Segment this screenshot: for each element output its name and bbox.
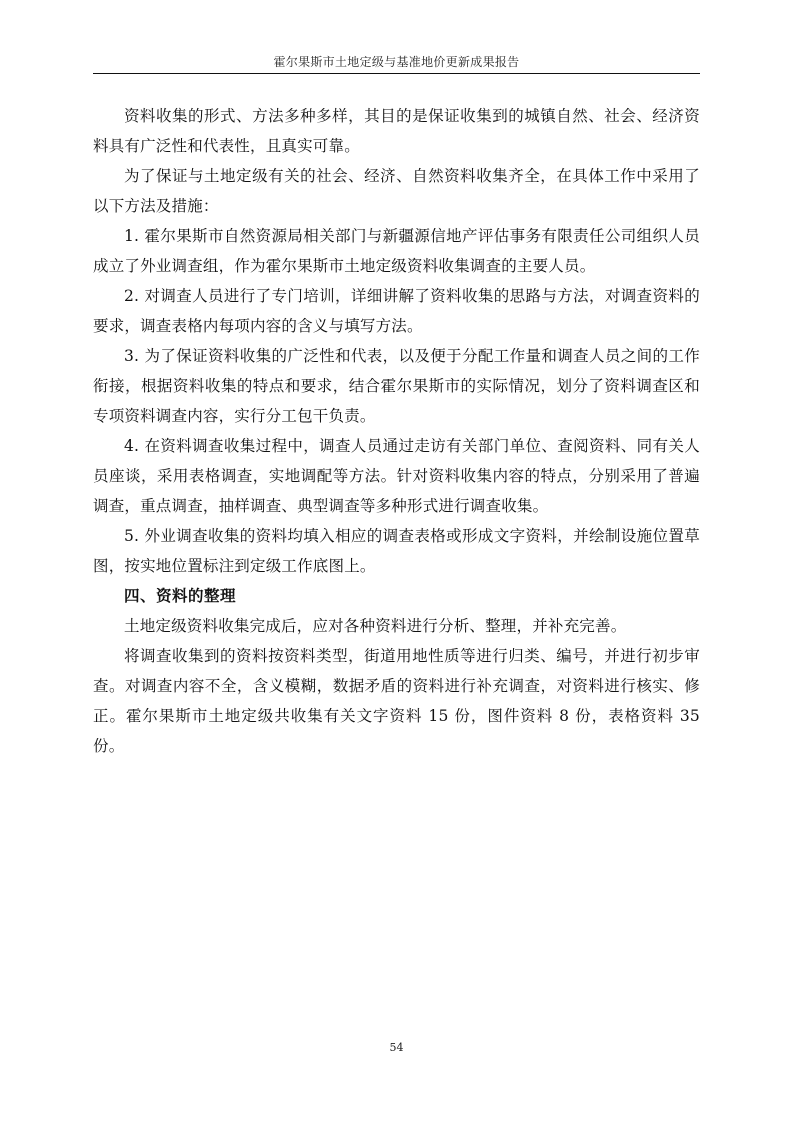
section-heading: 四、资料的整理 bbox=[124, 587, 237, 605]
paragraph-method-2: 2. 对调查人员进行了专门培训，详细讲解了资料收集的思路与方法，对调查资料的要求，调查表格内每项内容的含义与填写方法。 bbox=[93, 287, 700, 335]
paragraph-method-1: 1. 霍尔果斯市自然资源局相关部门与新疆源信地产评估事务有限责任公司组织人员成立了外业调查组，作为霍尔果斯市土地定级资料收集调查的主要人员。 bbox=[93, 227, 700, 275]
paragraph-methods-intro: 为了保证与土地定级有关的社会、经济、自然资料收集齐全，在具体工作中采用了以下方法及措施： bbox=[93, 167, 700, 215]
page-header-title: 霍尔果斯市土地定级与基准地价更新成果报告 bbox=[273, 55, 520, 69]
paragraph-method-3: 3. 为了保证资料收集的广泛性和代表，以及便于分配工作量和调查人员之间的工作衔接，根据资料收集的特点和要求，结合霍尔果斯市的实际情况，划分了资料调查区和专项资料调查内容，实行分工包干负责。 bbox=[93, 347, 700, 425]
paragraph-method-4: 4. 在资料调查收集过程中，调查人员通过走访有关部门单位、查阅资料、同有关人员座谈，采用表格调查，实地调配等方法。针对资料收集内容的特点，分别采用了普遍调查，重点调查，抽样调查、典型调查等多种形式进行调查收集。 bbox=[93, 437, 700, 515]
paragraph-organize-intro: 土地定级资料收集完成后，应对各种资料进行分析、整理，并补充完善。 bbox=[124, 617, 627, 635]
paragraph-organize-details: 将调查收集到的资料按资料类型，街道用地性质等进行归类、编号，并进行初步审查。对调查内容不全，含义模糊，数据矛盾的资料进行补充调查，对资料进行核实、修正。霍尔果斯市土地定级共收集有关文字资料 15 份，图件资料 8 份，表格资料 35 份。 bbox=[93, 647, 700, 755]
document-body bbox=[93, 101, 700, 761]
page-number: 54 bbox=[389, 1041, 404, 1054]
paragraph-method-5: 5. 外业调查收集的资料均填入相应的调查表格或形成文字资料，并绘制设施位置草图，按实地位置标注到定级工作底图上。 bbox=[93, 527, 700, 575]
paragraph-collection-forms: 资料收集的形式、方法多种多样，其目的是保证收集到的城镇自然、社会、经济资料具有广泛性和代表性，且真实可靠。 bbox=[93, 107, 700, 155]
header-divider bbox=[93, 73, 700, 74]
